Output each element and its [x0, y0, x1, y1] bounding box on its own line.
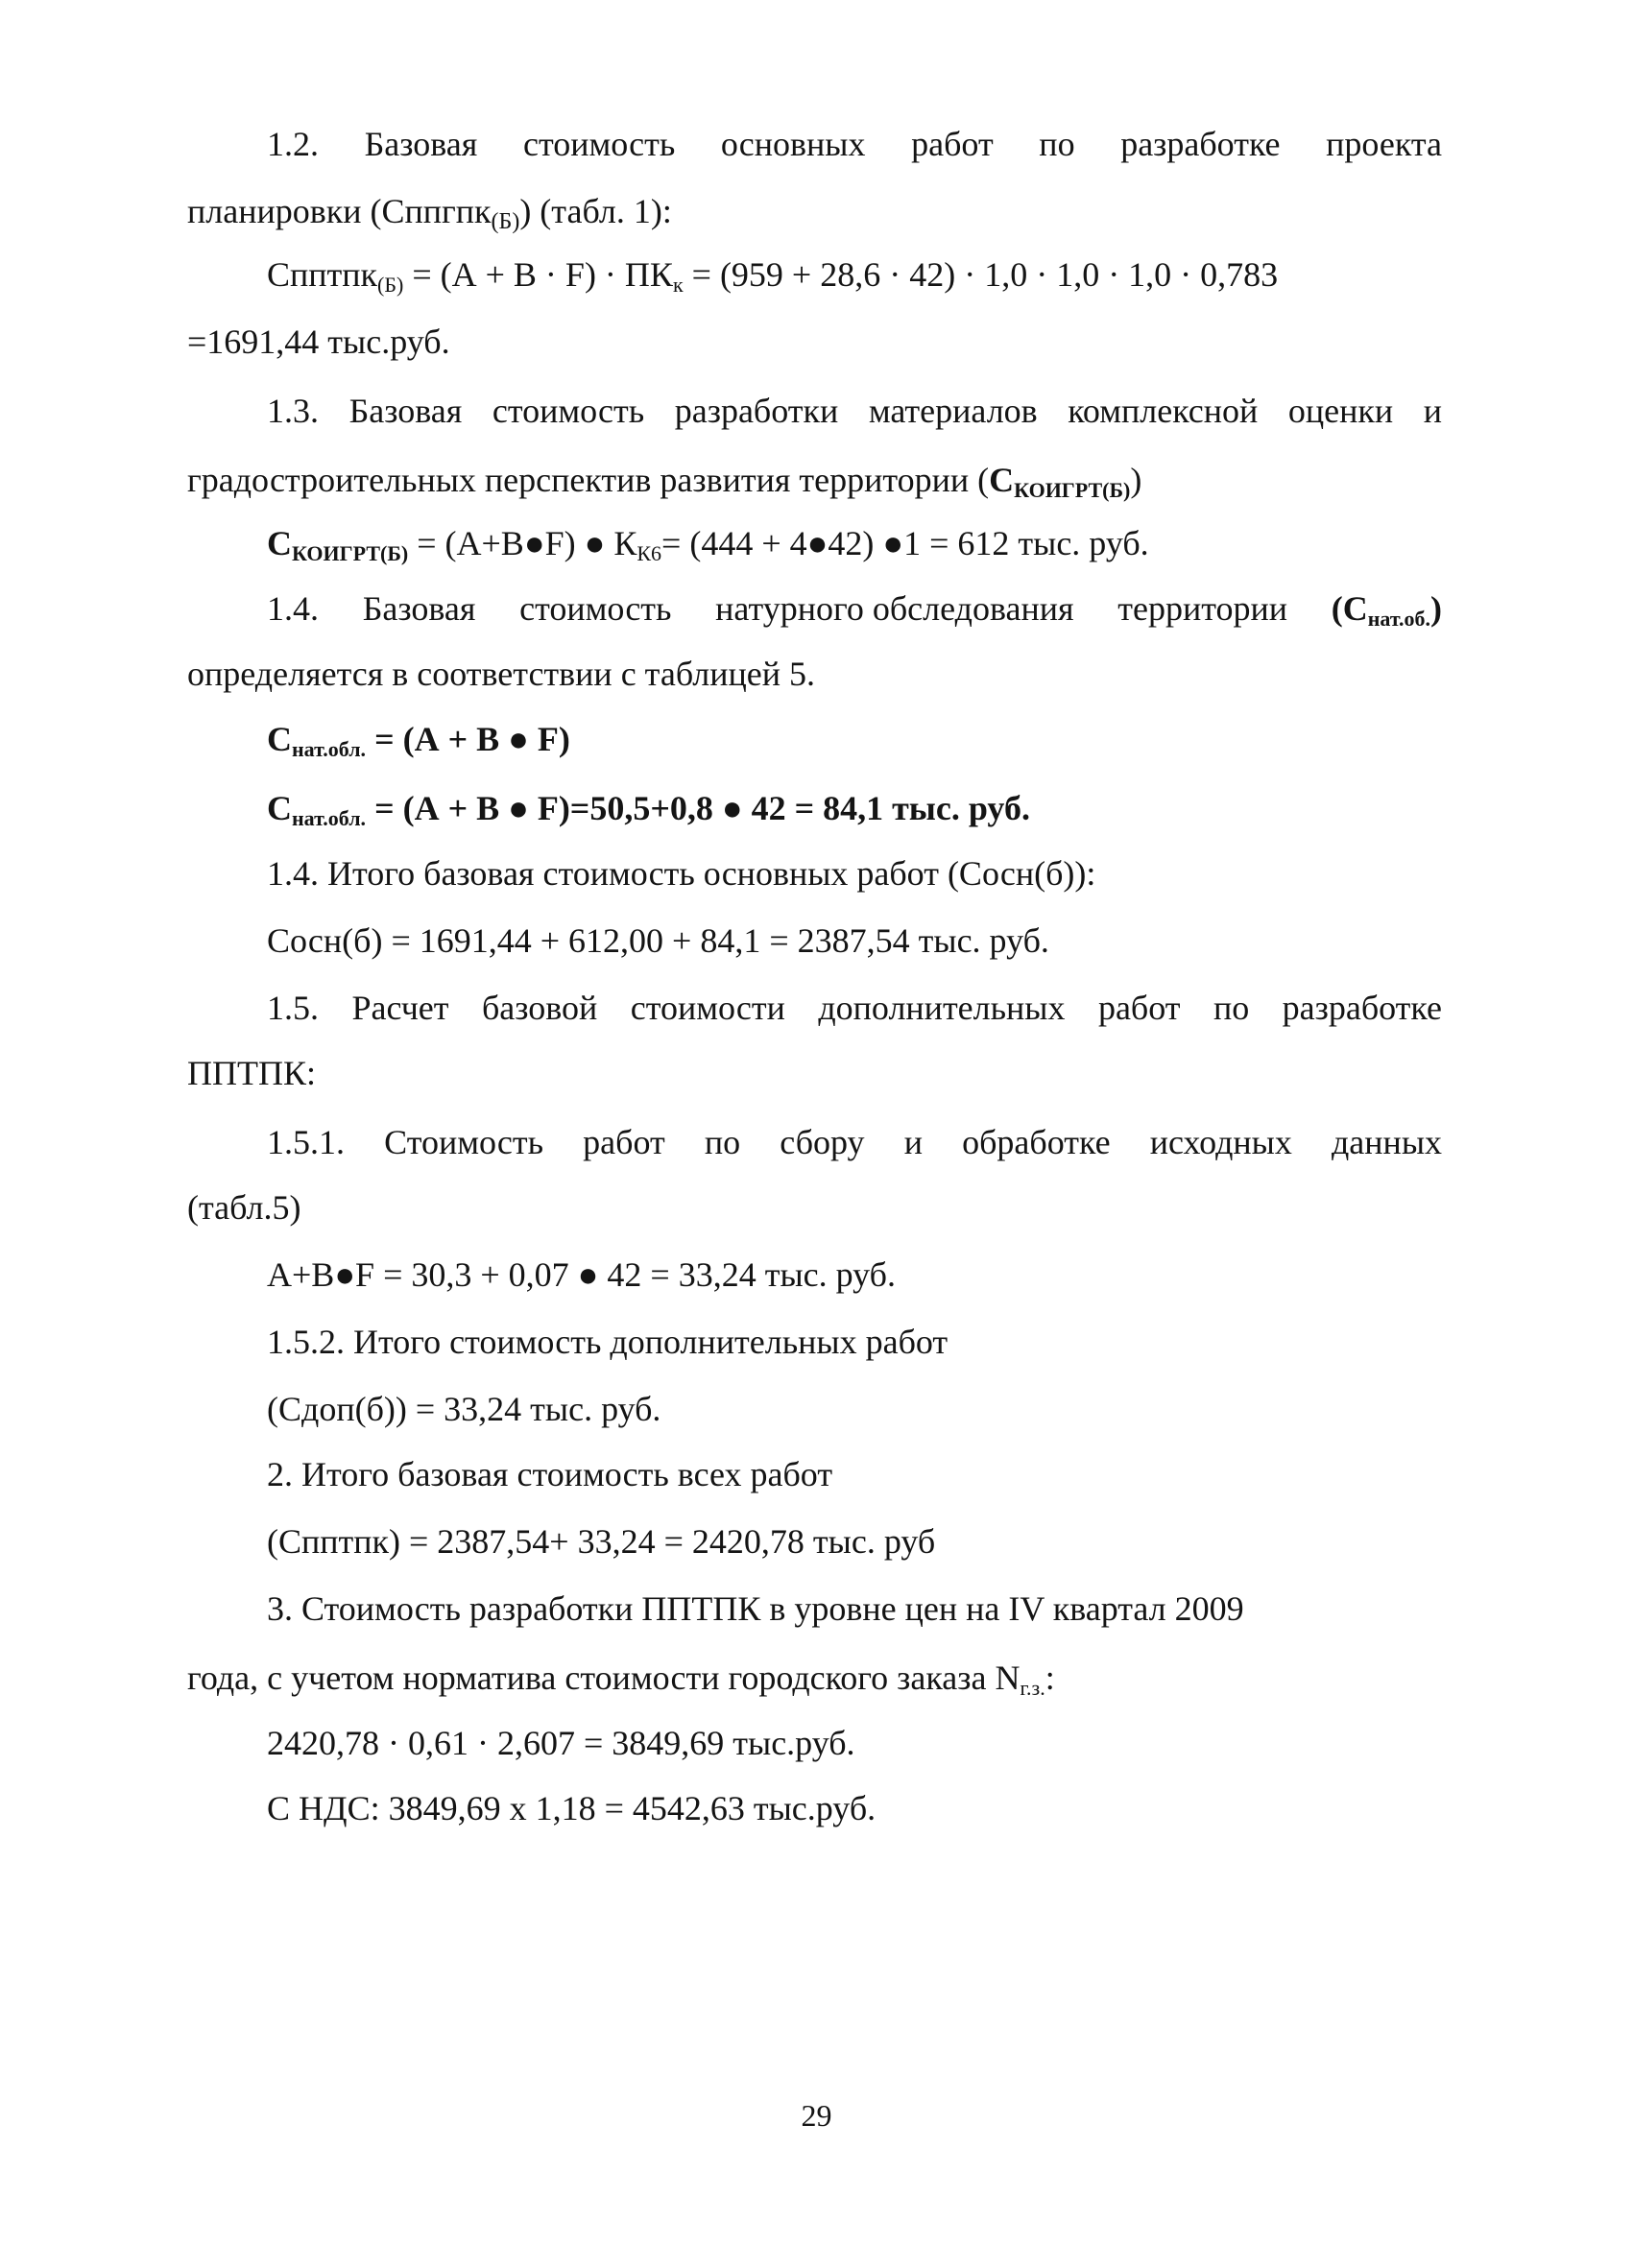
- paragraph-3-line-1: 3. Стоимость разработки ППТПК в уровне цен на IV квартал 2009: [267, 1589, 1244, 1628]
- page-number: 29: [801, 2098, 832, 2133]
- formula-1-4b: Сосн(б) = 1691,44 + 612,00 + 84,1 = 2387,54 тыс. руб.: [267, 921, 1049, 960]
- formula-1-3: $С_{КОИГРТ(Б)}$ = (А+В●F) ● $К_{К6}= (444$ + 4●42) ●1 = 612 тыс. руб.: [267, 524, 1149, 565]
- paragraph-1-4a-line-1: 1.4. Базовая стоимость натурного обследования территории $(С_{нат.об.})$: [267, 589, 1442, 631]
- paragraph-1-5-2: 1.5.2. Итого стоимость дополнительных работ: [267, 1323, 949, 1361]
- paragraph-1-3-line-2: градостроительных перспектив развития территории $(С_{КОИГРТ(Б)})$: [187, 461, 1142, 502]
- paragraph-1-4b: 1.4. Итого базовая стоимость основных работ (Сосн(б)):: [267, 854, 1096, 893]
- paragraph-2: 2. Итого базовая стоимость всех работ: [267, 1455, 833, 1493]
- formula-1-4a-result: $С_{нат.обл.} = (А + В$ ● F)=50,5+0,8 ● 42 = 84,1 тыс. руб.: [267, 789, 1030, 830]
- paragraph-1-5-line-2: ППТПК:: [187, 1054, 316, 1092]
- paragraph-1-2-line-1: 1.2. Базовая стоимость основных работ по разработке проекта: [267, 125, 1442, 163]
- paragraph-1-4a-line-2: определяется в соответствии с таблицей 5.: [187, 655, 815, 693]
- paragraph-1-2-line-2: планировки (Сппгпк(Б)) (табл. 1):: [187, 192, 672, 234]
- formula-2: (Спптпк) = 2387,54+ 33,24 = 2420,78 тыс. руб: [267, 1522, 936, 1561]
- formula-1-4a: $С_{нат.обл.} = (А + В$ ● F): [267, 720, 570, 761]
- paragraph-1-5-1-line-1: 1.5.1. Стоимость работ по сбору и обработке исходных данных: [267, 1123, 1442, 1161]
- formula-vat: С НДС: 3849,69 х 1,18 = 4542,63 тыс.руб.: [267, 1789, 877, 1827]
- formula-1-5-2: (Сдоп(б)) = 33,24 тыс. руб.: [267, 1390, 661, 1428]
- formula-1-2-result: =1691,44 тыс.руб.: [187, 322, 450, 361]
- formula-1-2: Спптпк$_{(Б)}$ = $(А + В \cdot F) \cdot ПК_к = (959 + 28,6 \cdot 42) \cdot 1,0 \cdot 1,0 \cdot 1,0 \cdot 0,783$: [267, 255, 1279, 297]
- paragraph-1-5-line-1: 1.5. Расчет базовой стоимости дополнительных работ по разработке: [267, 989, 1442, 1027]
- paragraph-1-3-line-1: 1.3. Базовая стоимость разработки материалов комплексной оценки и: [267, 392, 1442, 430]
- paragraph-1-5-1-line-2: (табл.5): [187, 1188, 301, 1227]
- formula-1-5-1: А+В●F = 30,3 + 0,07 ● 42 = 33,24 тыс. руб.: [267, 1255, 896, 1294]
- paragraph-3-line-2: года, с учетом норматива стоимости городского заказа $N_{г.з.}$:: [187, 1659, 1055, 1700]
- formula-3: 2420,78 · 0,61 · 2,607 = 3849,69 тыс.руб.: [267, 1724, 855, 1762]
